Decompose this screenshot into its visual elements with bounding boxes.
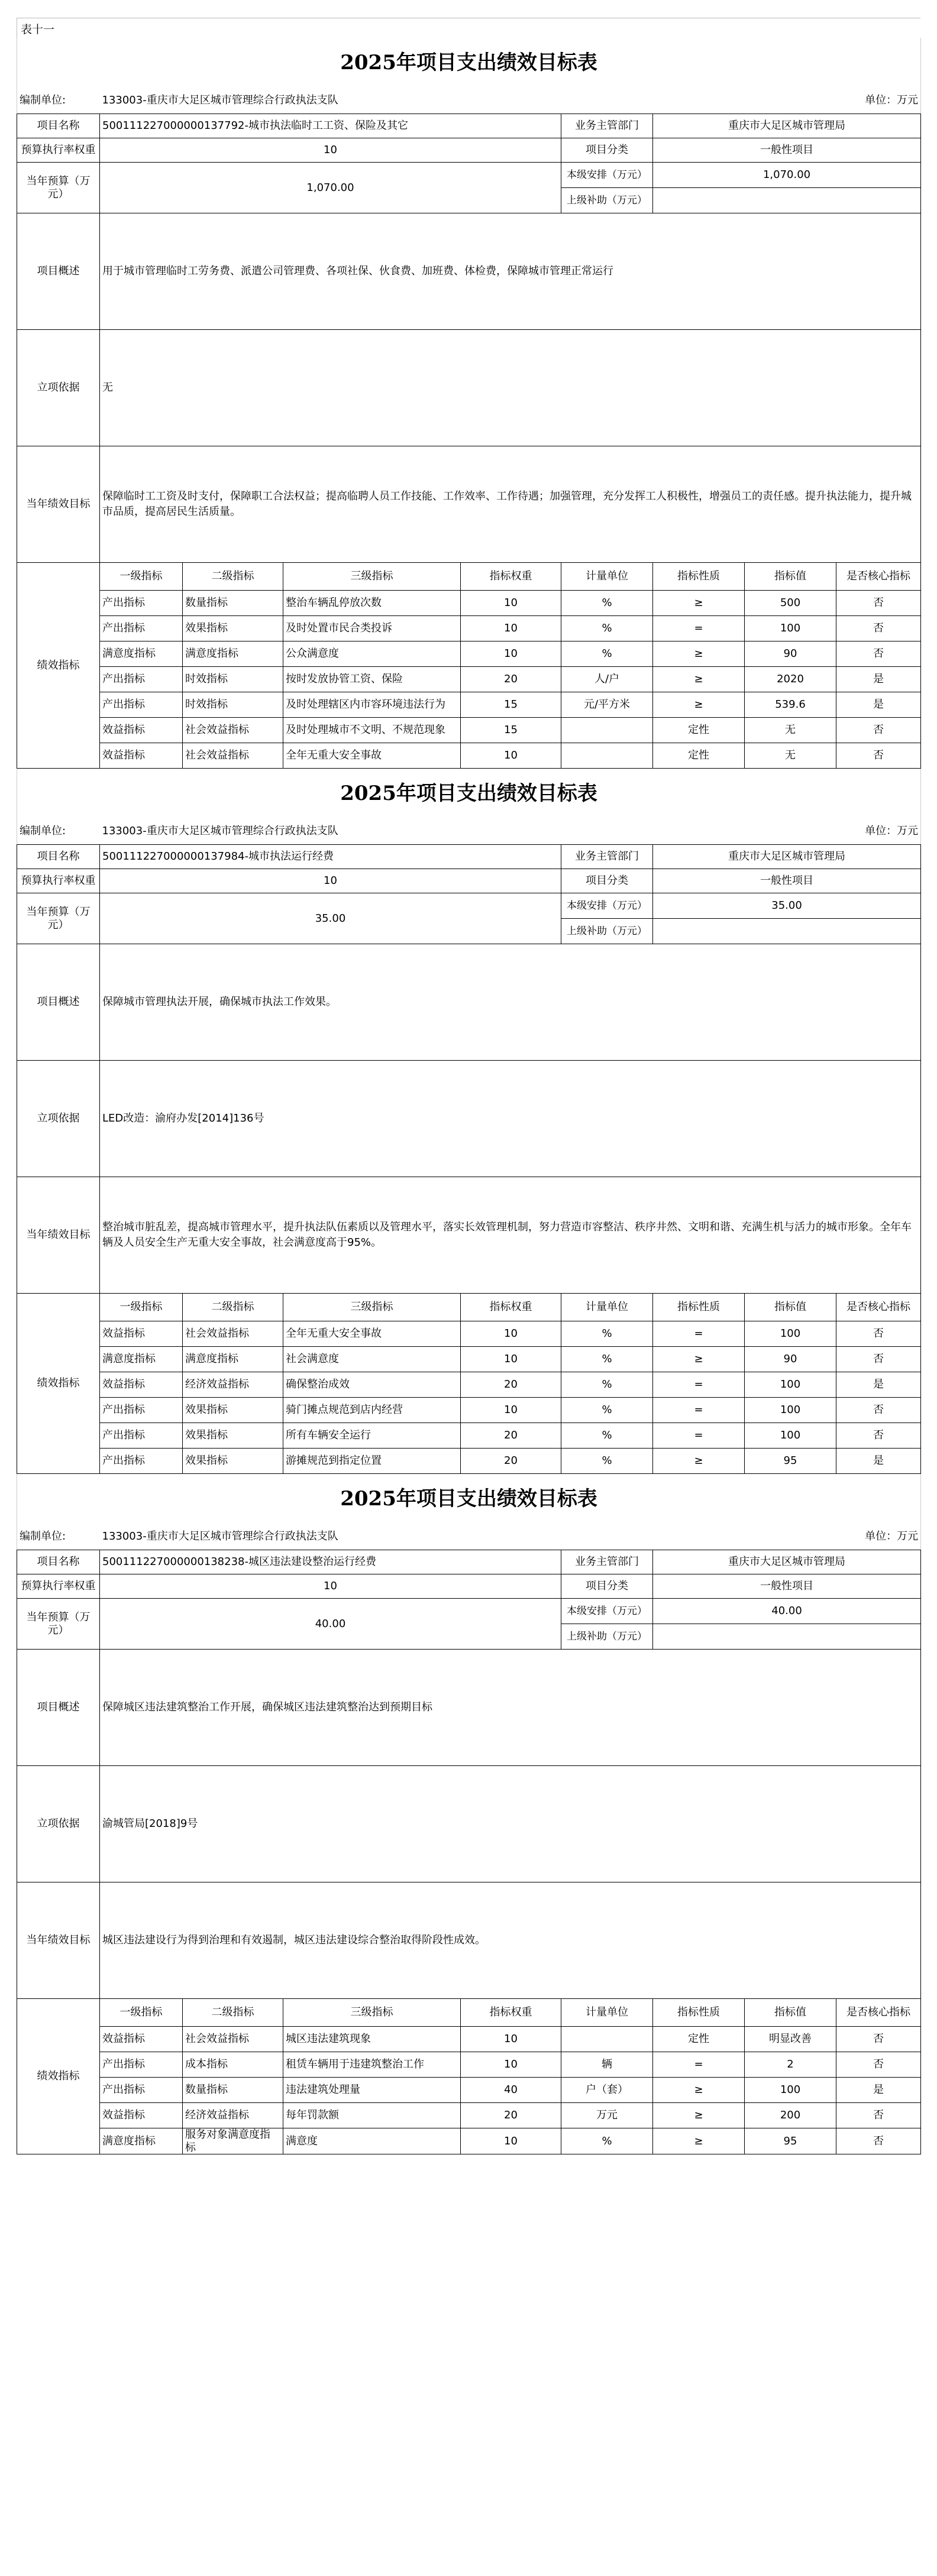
goal-value: 城区违法建设行为得到治理和有效遏制，城区违法建设综合整治取得阶段性成效。 (100, 1882, 921, 1999)
indicator-header: 三级指标 (283, 563, 461, 591)
overview-value: 保障城市管理执法开展，确保城市执法工作效果。 (100, 944, 921, 1061)
goal-value: 整治城市脏乱差，提高城市管理水平，提升执法队伍素质以及管理水平，落实长效管理机制，努力营造市容整洁、秩序井然、文明和谐、充满生机与活力的城市形象。全年车辆及人员安全生产无重大安全事故，社会满意度高于95%。 (100, 1177, 921, 1294)
indicator-header: 计量单位 (561, 1294, 653, 1321)
indicator-cell: 20 (461, 2103, 561, 2128)
indicator-cell: 及时处置市民合类投诉 (283, 616, 461, 641)
goal-label: 当年绩效目标 (17, 1177, 100, 1294)
indicator-cell (561, 2027, 653, 2052)
basis-label: 立项依据 (17, 1766, 100, 1882)
indicator-cell: 效果指标 (183, 1398, 283, 1423)
budget-rate-label: 预算执行率权重 (17, 138, 100, 163)
indicator-cell: 时效指标 (183, 667, 283, 692)
basis-value: 渝城管局[2018]9号 (100, 1766, 921, 1882)
indicator-cell: = (653, 1372, 745, 1398)
sections-container (17, 38, 920, 2154)
local-value: 35.00 (653, 893, 921, 919)
table-title: 2025年项目支出绩效目标表 (17, 1474, 921, 1524)
indicator-cell: = (653, 1423, 745, 1449)
performance-table-2 (17, 769, 921, 1474)
unit-label: 编制单位: (17, 88, 100, 114)
indicator-header: 三级指标 (283, 1999, 461, 2027)
indicator-cell: % (561, 1372, 653, 1398)
category-label: 项目分类 (561, 1574, 653, 1599)
indicator-cell: 产出指标 (100, 616, 183, 641)
higher-label: 上级补助（万元） (561, 1624, 653, 1650)
indicator-cell: 40 (461, 2078, 561, 2103)
indicator-cell: 产出指标 (100, 692, 183, 718)
indicator-cell: 否 (836, 1398, 921, 1423)
budget-rate-value: 10 (100, 138, 561, 163)
indicator-cell: = (653, 2052, 745, 2078)
indicator-header: 指标权重 (461, 1294, 561, 1321)
indicator-cell: 90 (745, 1347, 836, 1372)
basis-value: 无 (100, 330, 921, 446)
indicator-cell: 无 (745, 718, 836, 743)
indicator-cell: 效益指标 (100, 718, 183, 743)
indicator-cell: 经济效益指标 (183, 1372, 283, 1398)
amount-unit: 单位：万元 (836, 818, 921, 845)
dept-label: 业务主管部门 (561, 1550, 653, 1574)
performance-table-1 (17, 38, 921, 769)
indicator-cell: 20 (461, 667, 561, 692)
performance-table-3 (17, 1474, 921, 2154)
indicator-cell: 户（套） (561, 2078, 653, 2103)
overview-label: 项目概述 (17, 1650, 100, 1766)
dept-value: 重庆市大足区城市管理局 (653, 114, 921, 138)
category-label: 项目分类 (561, 138, 653, 163)
indicator-cell: % (561, 591, 653, 616)
indicator-cell: 满意度指标 (100, 641, 183, 667)
indicator-cell: 效益指标 (100, 2027, 183, 2052)
amount-unit: 单位：万元 (836, 88, 921, 114)
overview-label: 项目概述 (17, 944, 100, 1061)
budget-rate-label: 预算执行率权重 (17, 869, 100, 893)
indicator-cell: 是 (836, 667, 921, 692)
indicator-cell: 否 (836, 616, 921, 641)
unit-value: 133003-重庆市大足区城市管理综合行政执法支队 (100, 1524, 836, 1550)
indicator-cell: 效益指标 (100, 2103, 183, 2128)
indicator-cell: = (653, 1321, 745, 1347)
indicator-cell: 社会满意度 (283, 1347, 461, 1372)
sheet-tag: 表十一 (21, 23, 55, 36)
indicator-cell: ≥ (653, 1449, 745, 1474)
indicator-cell: 社会效益指标 (183, 2027, 283, 2052)
indicator-cell: 是 (836, 1372, 921, 1398)
local-value: 40.00 (653, 1599, 921, 1624)
indicator-cell: 2 (745, 2052, 836, 2078)
indicator-cell: 产出指标 (100, 1449, 183, 1474)
indicator-cell: 满意度指标 (183, 641, 283, 667)
indicator-cell: 200 (745, 2103, 836, 2128)
indicator-cell: 10 (461, 1398, 561, 1423)
indicator-cell: 否 (836, 2128, 921, 2154)
sheet-header-strip (17, 18, 920, 38)
indicator-cell: 数量指标 (183, 591, 283, 616)
indicator-cell: 是 (836, 2078, 921, 2103)
local-value: 1,070.00 (653, 163, 921, 188)
overview-label: 项目概述 (17, 213, 100, 330)
indicator-cell: 游摊规范到指定位置 (283, 1449, 461, 1474)
indicator-cell: 定性 (653, 743, 745, 769)
higher-value (653, 188, 921, 213)
indicator-header: 二级指标 (183, 1294, 283, 1321)
indicator-cell: 服务对象满意度指标 (183, 2128, 283, 2154)
indicator-cell: 租赁车辆用于违建筑整治工作 (283, 2052, 461, 2078)
indicator-cell: 否 (836, 1347, 921, 1372)
indicator-cell: ≥ (653, 2078, 745, 2103)
indicator-header: 计量单位 (561, 563, 653, 591)
basis-value: LED改造：渝府办发[2014]136号 (100, 1061, 921, 1177)
indicator-cell: 20 (461, 1372, 561, 1398)
indicator-cell: 按时发放协管工资、保险 (283, 667, 461, 692)
budget-value: 35.00 (100, 893, 561, 944)
project-name-value: 500111227000000137984-城市执法运行经费 (100, 845, 561, 869)
indicator-header: 三级指标 (283, 1294, 461, 1321)
unit-label: 编制单位: (17, 1524, 100, 1550)
indicator-header: 一级指标 (100, 563, 183, 591)
indicator-cell: 10 (461, 616, 561, 641)
indicator-cell: 满意度指标 (100, 2128, 183, 2154)
indicator-cell: ≥ (653, 692, 745, 718)
budget-rate-value: 10 (100, 869, 561, 893)
basis-label: 立项依据 (17, 1061, 100, 1177)
indicator-cell: 15 (461, 692, 561, 718)
budget-value: 40.00 (100, 1599, 561, 1650)
unit-value: 133003-重庆市大足区城市管理综合行政执法支队 (100, 818, 836, 845)
indicator-cell: 10 (461, 591, 561, 616)
indicator-header: 二级指标 (183, 1999, 283, 2027)
local-label: 本级安排（万元） (561, 1599, 653, 1624)
indicator-cell: 整治车辆乱停放次数 (283, 591, 461, 616)
indicator-header: 是否核心指标 (836, 1294, 921, 1321)
indicator-header: 指标性质 (653, 563, 745, 591)
amount-unit: 单位：万元 (836, 1524, 921, 1550)
indicator-cell: 100 (745, 1321, 836, 1347)
indicator-cell: 明显改善 (745, 2027, 836, 2052)
indicator-cell: 2020 (745, 667, 836, 692)
indicator-cell: 效益指标 (100, 1372, 183, 1398)
indicator-cell: 确保整治成效 (283, 1372, 461, 1398)
category-value: 一般性项目 (653, 1574, 921, 1599)
indicator-cell: 否 (836, 1423, 921, 1449)
indicator-cell: 否 (836, 1321, 921, 1347)
indicator-cell: % (561, 616, 653, 641)
project-name-label: 项目名称 (17, 845, 100, 869)
indicator-cell: ≥ (653, 641, 745, 667)
overview-value: 用于城市管理临时工劳务费、派遣公司管理费、各项社保、伙食费、加班费、体检费，保障城市管理正常运行 (100, 213, 921, 330)
indicator-cell (561, 743, 653, 769)
indicator-cell: 公众满意度 (283, 641, 461, 667)
indicator-header: 指标性质 (653, 1294, 745, 1321)
unit-label: 编制单位: (17, 818, 100, 845)
indicator-cell: 时效指标 (183, 692, 283, 718)
indicator-cell: 10 (461, 1321, 561, 1347)
indicator-cell: 全年无重大安全事故 (283, 743, 461, 769)
indicator-cell: 100 (745, 1372, 836, 1398)
dept-value: 重庆市大足区城市管理局 (653, 845, 921, 869)
indicator-cell: % (561, 2128, 653, 2154)
indicator-cell: = (653, 616, 745, 641)
higher-value (653, 919, 921, 944)
indicator-cell: 无 (745, 743, 836, 769)
indicator-cell: ≥ (653, 667, 745, 692)
indicator-cell: 10 (461, 2027, 561, 2052)
indicator-cell: 100 (745, 616, 836, 641)
category-value: 一般性项目 (653, 869, 921, 893)
indicator-cell: 辆 (561, 2052, 653, 2078)
indicator-cell: 是 (836, 1449, 921, 1474)
indicator-header: 二级指标 (183, 563, 283, 591)
indicator-header: 是否核心指标 (836, 1999, 921, 2027)
indicator-cell: 否 (836, 591, 921, 616)
indicator-cell: 社会效益指标 (183, 718, 283, 743)
indicator-cell: 否 (836, 2027, 921, 2052)
indicator-cell: 满意度指标 (183, 1347, 283, 1372)
indicator-cell: 效果指标 (183, 616, 283, 641)
dept-label: 业务主管部门 (561, 845, 653, 869)
higher-label: 上级补助（万元） (561, 188, 653, 213)
indicator-cell: 90 (745, 641, 836, 667)
indicator-cell: 城区违法建筑现象 (283, 2027, 461, 2052)
indicator-cell: 及时处理辖区内市容环境违法行为 (283, 692, 461, 718)
indicator-cell: 产出指标 (100, 2052, 183, 2078)
indicator-cell: 10 (461, 2052, 561, 2078)
indicator-cell: ≥ (653, 591, 745, 616)
indicator-cell: 539.6 (745, 692, 836, 718)
indicator-header: 计量单位 (561, 1999, 653, 2027)
budget-label: 当年预算（万元） (17, 893, 100, 944)
indicator-header: 指标值 (745, 563, 836, 591)
indicator-cell: 否 (836, 641, 921, 667)
indicator-cell: 500 (745, 591, 836, 616)
category-value: 一般性项目 (653, 138, 921, 163)
indicator-cell: 定性 (653, 2027, 745, 2052)
indicators-label: 绩效指标 (17, 1294, 100, 1474)
indicator-cell: 违法建筑处理量 (283, 2078, 461, 2103)
indicator-cell: 否 (836, 2052, 921, 2078)
project-name-value: 500111227000000138238-城区违法建设整治运行经费 (100, 1550, 561, 1574)
project-name-value: 500111227000000137792-城市执法临时工工资、保险及其它 (100, 114, 561, 138)
basis-label: 立项依据 (17, 330, 100, 446)
dept-value: 重庆市大足区城市管理局 (653, 1550, 921, 1574)
category-label: 项目分类 (561, 869, 653, 893)
indicator-header: 指标权重 (461, 563, 561, 591)
indicator-cell: % (561, 1398, 653, 1423)
indicator-cell: 每年罚款额 (283, 2103, 461, 2128)
indicator-cell: 满意度指标 (100, 1347, 183, 1372)
indicator-header: 一级指标 (100, 1294, 183, 1321)
indicator-cell: % (561, 641, 653, 667)
project-name-label: 项目名称 (17, 114, 100, 138)
indicator-cell: 否 (836, 743, 921, 769)
indicators-label: 绩效指标 (17, 1999, 100, 2154)
indicator-cell: 及时处理城市不文明、不规范现象 (283, 718, 461, 743)
indicator-cell: ≥ (653, 2128, 745, 2154)
indicator-cell: 产出指标 (100, 2078, 183, 2103)
unit-value: 133003-重庆市大足区城市管理综合行政执法支队 (100, 88, 836, 114)
local-label: 本级安排（万元） (561, 893, 653, 919)
project-name-label: 项目名称 (17, 1550, 100, 1574)
indicator-cell: 骑门摊点规范到店内经营 (283, 1398, 461, 1423)
indicator-cell: 产出指标 (100, 1398, 183, 1423)
indicator-header: 指标值 (745, 1294, 836, 1321)
table-title: 2025年项目支出绩效目标表 (17, 769, 921, 818)
indicator-cell: 10 (461, 1347, 561, 1372)
indicator-cell: 效果指标 (183, 1423, 283, 1449)
indicator-cell: 效果指标 (183, 1449, 283, 1474)
indicator-cell: ≥ (653, 2103, 745, 2128)
indicator-cell: 10 (461, 743, 561, 769)
indicator-cell: 10 (461, 2128, 561, 2154)
indicator-cell: 成本指标 (183, 2052, 283, 2078)
indicator-cell: 否 (836, 718, 921, 743)
table-title: 2025年项目支出绩效目标表 (17, 38, 921, 88)
budget-rate-value: 10 (100, 1574, 561, 1599)
local-label: 本级安排（万元） (561, 163, 653, 188)
goal-label: 当年绩效目标 (17, 1882, 100, 1999)
indicator-cell: 100 (745, 1423, 836, 1449)
indicator-header: 是否核心指标 (836, 563, 921, 591)
indicator-cell: 否 (836, 2103, 921, 2128)
indicator-header: 指标权重 (461, 1999, 561, 2027)
indicator-cell: 社会效益指标 (183, 743, 283, 769)
indicator-cell: ≥ (653, 1347, 745, 1372)
indicator-cell: 全年无重大安全事故 (283, 1321, 461, 1347)
indicator-cell: 数量指标 (183, 2078, 283, 2103)
indicator-cell: 社会效益指标 (183, 1321, 283, 1347)
budget-value: 1,070.00 (100, 163, 561, 213)
budget-rate-label: 预算执行率权重 (17, 1574, 100, 1599)
indicator-cell: 经济效益指标 (183, 2103, 283, 2128)
indicator-cell: = (653, 1398, 745, 1423)
indicators-label: 绩效指标 (17, 563, 100, 769)
indicator-cell: 万元 (561, 2103, 653, 2128)
indicator-cell: 产出指标 (100, 591, 183, 616)
budget-label: 当年预算（万元） (17, 1599, 100, 1650)
indicator-cell: 产出指标 (100, 667, 183, 692)
indicator-cell: 人/户 (561, 667, 653, 692)
goal-value: 保障临时工工资及时支付，保障职工合法权益；提高临聘人员工作技能、工作效率、工作待遇；加强管理，充分发挥工人积极性，增强员工的责任感。提升执法能力，提升城市品质，提高居民生活质量。 (100, 446, 921, 563)
indicator-cell: 100 (745, 2078, 836, 2103)
indicator-cell: 20 (461, 1449, 561, 1474)
budget-label: 当年预算（万元） (17, 163, 100, 213)
indicator-cell: 10 (461, 641, 561, 667)
indicator-cell: 效益指标 (100, 743, 183, 769)
indicator-cell: 95 (745, 2128, 836, 2154)
indicator-cell: 满意度 (283, 2128, 461, 2154)
higher-value (653, 1624, 921, 1650)
indicator-cell: 产出指标 (100, 1423, 183, 1449)
higher-label: 上级补助（万元） (561, 919, 653, 944)
indicator-cell: % (561, 1347, 653, 1372)
indicator-cell: % (561, 1449, 653, 1474)
indicator-cell: 是 (836, 692, 921, 718)
indicator-cell: 15 (461, 718, 561, 743)
indicator-cell (561, 718, 653, 743)
indicator-header: 指标性质 (653, 1999, 745, 2027)
dept-label: 业务主管部门 (561, 114, 653, 138)
indicator-cell: 所有车辆安全运行 (283, 1423, 461, 1449)
indicator-cell: % (561, 1321, 653, 1347)
indicator-cell: 元/平方米 (561, 692, 653, 718)
indicator-header: 一级指标 (100, 1999, 183, 2027)
indicator-cell: 20 (461, 1423, 561, 1449)
indicator-cell: 95 (745, 1449, 836, 1474)
indicator-header: 指标值 (745, 1999, 836, 2027)
indicator-cell: 定性 (653, 718, 745, 743)
indicator-cell: 效益指标 (100, 1321, 183, 1347)
indicator-cell: 100 (745, 1398, 836, 1423)
indicator-cell: % (561, 1423, 653, 1449)
goal-label: 当年绩效目标 (17, 446, 100, 563)
overview-value: 保障城区违法建筑整治工作开展，确保城区违法建筑整治达到预期目标 (100, 1650, 921, 1766)
